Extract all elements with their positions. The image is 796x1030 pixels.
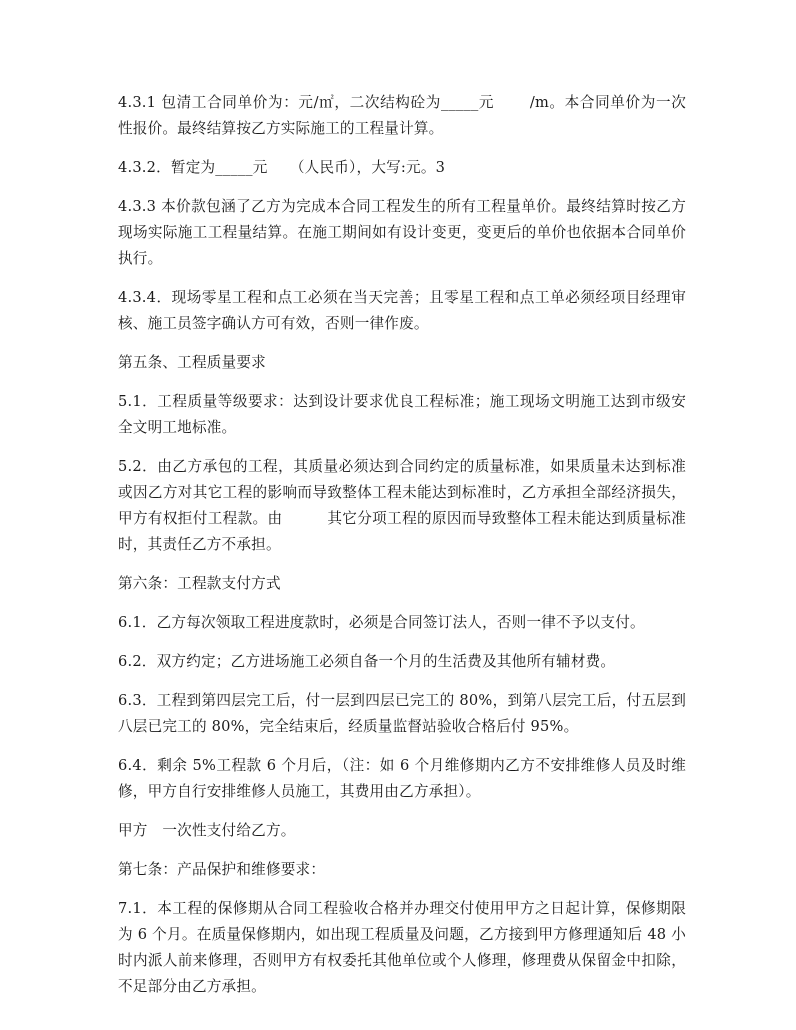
clause-4-3-4: 4.3.4．现场零星工程和点工必须在当天完善；且零星工程和点工单必须经项目经理审核、施工员签字确认方可有效，否则一律作废。 [118, 289, 686, 332]
clause-5-2: 5.2．由乙方承包的工程，其质量必须达到合同约定的质量标准，如果质量未达到标准或因乙方对其它工程的影响而导致整体工程未能达到标准时，乙方承担全部经济损失，甲方有权拒付工程款。由 其它分项工程的原因而导致整体工程未能达到质量标准时，其责任乙方不承担。 [118, 458, 686, 553]
section-heading-5: 第五条、工程质量要求 [118, 354, 266, 371]
payment-note: 甲方 一次性支付给乙方。 [118, 822, 296, 839]
section-heading-6: 第六条：工程款支付方式 [118, 575, 281, 592]
clause-4-3-3: 4.3.3 本价款包涵了乙方为完成本合同工程发生的所有工程量单价。最终结算时按乙方现场实际施工工程量结算。在施工期间如有设计变更，变更后的单价也依据本合同单价执行。 [118, 198, 686, 267]
section-heading-7: 第七条：产品保护和维修要求： [118, 861, 326, 878]
clause-6-2: 6.2．双方约定；乙方进场施工必须自备一个月的生活费及其他所有辅材费。 [118, 653, 616, 670]
document-page [118, 90, 686, 1013]
clause-7-1: 7.1．本工程的保修期从合同工程验收合格并办理交付使用甲方之日起计算，保修期限为 6 个月。在质量保修期内，如出现工程质量及问题，乙方接到甲方修理通知后 48 小时内派人前来修理，否则甲方有权委托其他单位或个人修理，修理费从保留金中扣除，不足部分由乙方承担。 [118, 900, 686, 995]
clause-5-1: 5.1．工程质量等级要求：达到设计要求优良工程标准；施工现场文明施工达到市级安全文明工地标准。 [118, 393, 686, 436]
clause-4-3-1: 4.3.1 包清工合同单价为：元/㎡，二次结构砼为_____元 /m。本合同单价为一次性报价。最终结算按乙方实际施工的工程量计算。 [118, 94, 686, 137]
clause-6-4: 6.4．剩余 5%工程款 6 个月后，（注：如 6 个月维修期内乙方不安排维修人员及时维修，甲方自行安排维修人员施工，其费用由乙方承担）。 [118, 757, 686, 800]
clause-6-3: 6.3．工程到第四层完工后，付一层到四层已完工的 80%，到第八层完工后，付五层到八层已完工的 80%，完全结束后，经质量监督站验收合格后付 95%。 [118, 692, 686, 735]
clause-6-1: 6.1．乙方每次领取工程进度款时，必须是合同签订法人，否则一律不予以支付。 [118, 614, 645, 631]
clause-4-3-2: 4.3.2．暂定为_____元 （人民币），大写:元。3 [118, 159, 446, 176]
